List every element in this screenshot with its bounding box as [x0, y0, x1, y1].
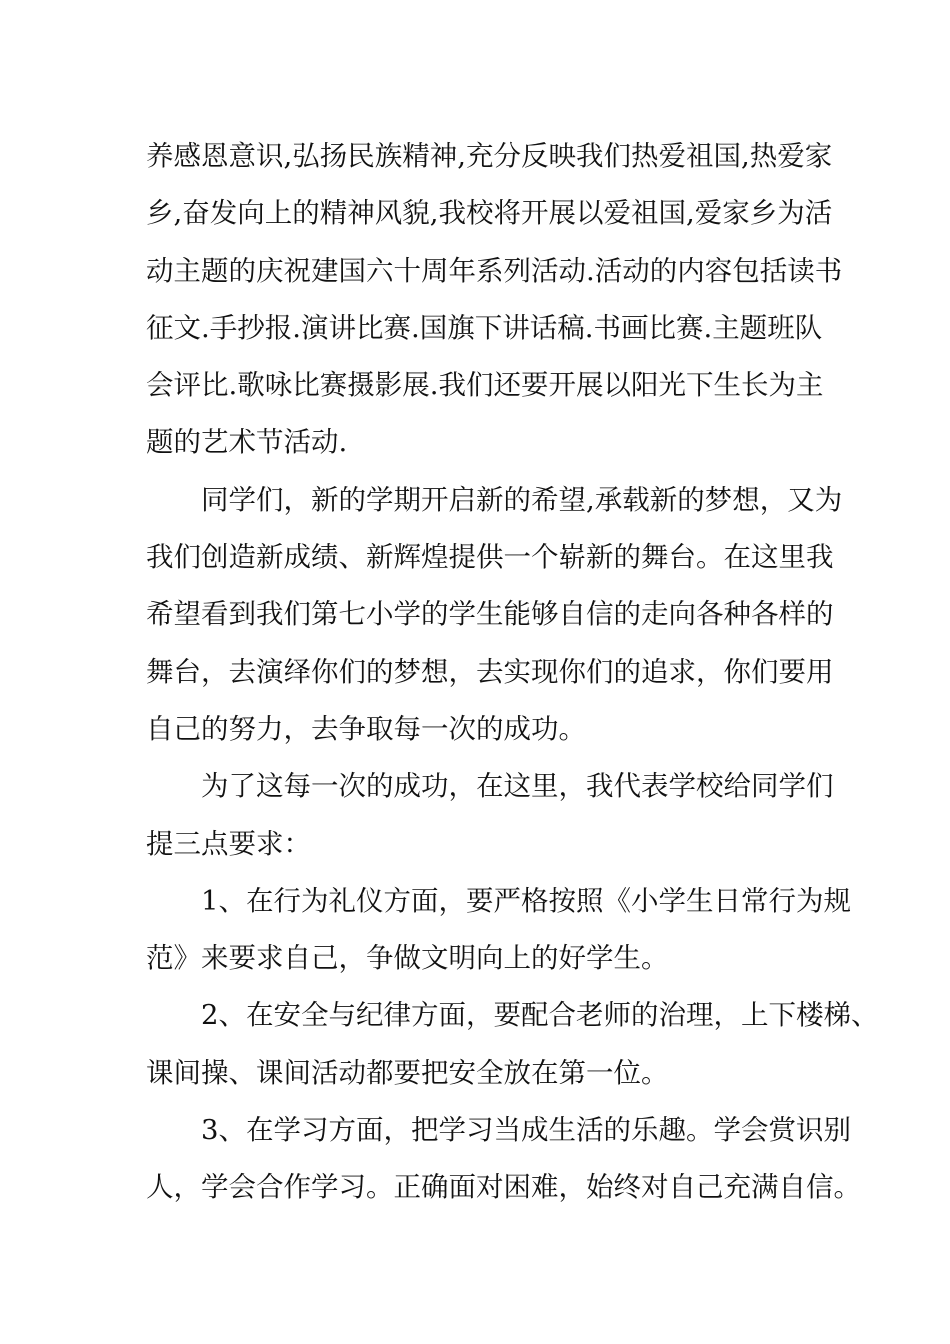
- text-line: 乡,奋发向上的精神风貌,我校将开展以爱祖国,爱家乡为活: [146, 197, 833, 230]
- document-body: [146, 128, 879, 1217]
- text-line: 自己的努力，去争取每一次的成功。: [146, 712, 586, 745]
- text-line: 题的艺术节活动.: [146, 426, 348, 459]
- text-line: 提三点要求：: [146, 827, 311, 860]
- text-line: 舞台，去演绎你们的梦想，去实现你们的追求，你们要用: [146, 655, 834, 688]
- text-line: 会评比.歌咏比赛摄影展.我们还要开展以阳光下生长为主: [146, 369, 824, 402]
- text-line: 人，学会合作学习。正确面对困难，始终对自己充满自信。: [146, 1171, 861, 1204]
- list-item-2-line: 2、在安全与纪律方面，要配合老师的治理，上下楼梯、: [201, 999, 879, 1032]
- paragraph-start-line: 为了这每一次的成功，在这里，我代表学校给同学们: [201, 770, 834, 803]
- text-line: 养感恩意识,弘扬民族精神,充分反映我们热爱祖国,热爱家: [146, 140, 833, 172]
- text-line: 征文.手抄报.演讲比赛.国旗下讲话稿.书画比赛.主题班队: [146, 311, 823, 344]
- text-line: 希望看到我们第七小学的学生能够自信的走向各种各样的: [146, 598, 834, 631]
- list-item-3-line: 3、在学习方面，把学习当成生活的乐趣。学会赏识别: [201, 1114, 851, 1147]
- list-item-1-line: 1、在行为礼仪方面，要严格按照《小学生日常行为规: [201, 884, 851, 917]
- text-line: 范》来要求自己，争做文明向上的好学生。: [146, 942, 669, 975]
- text-line: 我们创造新成绩、新辉煌提供一个崭新的舞台。在这里我: [146, 541, 834, 574]
- paragraph-start-line: 同学们，新的学期开启新的希望,承载新的梦想，又为: [201, 483, 843, 516]
- text-line: 课间操、课间活动都要把安全放在第一位。: [146, 1056, 669, 1089]
- text-line: 动主题的庆祝建国六十周年系列活动.活动的内容包括读书: [146, 254, 843, 287]
